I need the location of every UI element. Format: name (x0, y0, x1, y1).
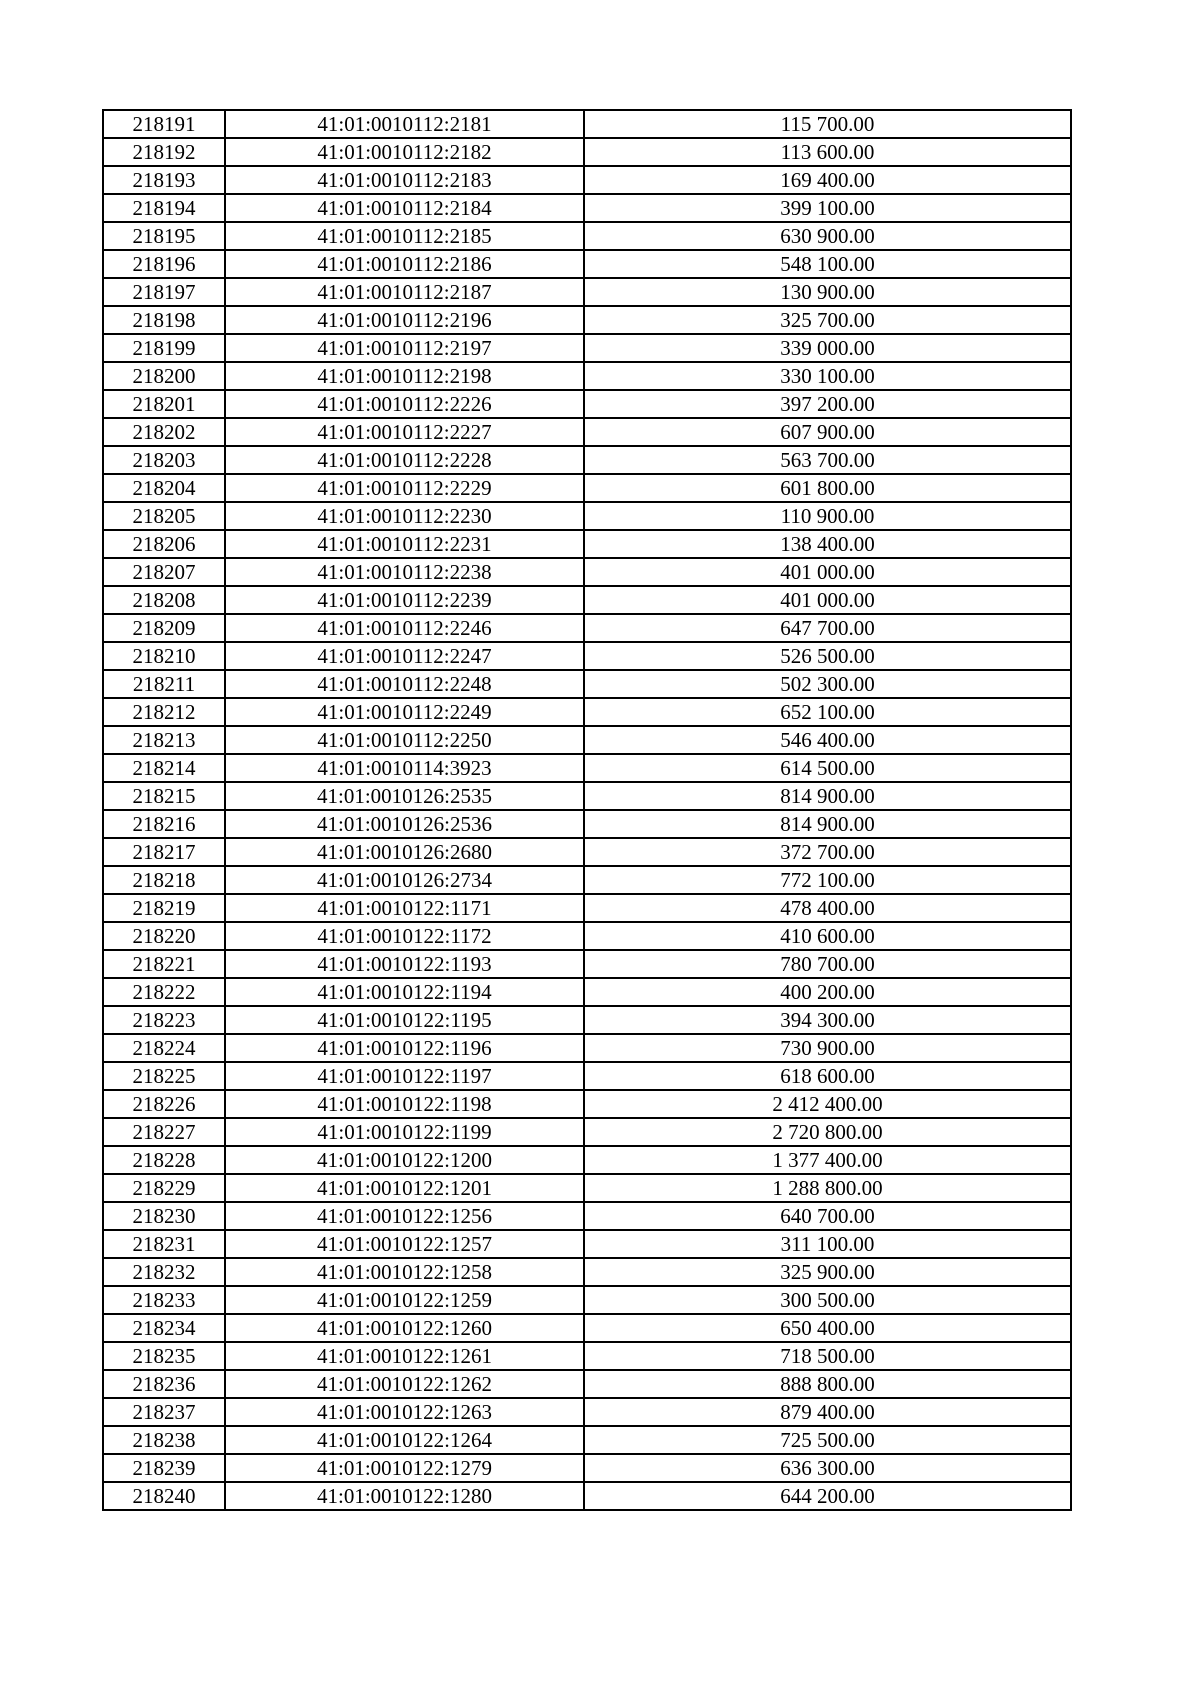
row-number-cell: 218213 (103, 726, 225, 754)
row-number-cell: 218208 (103, 586, 225, 614)
cadastral-number-cell: 41:01:0010122:1201 (225, 1174, 584, 1202)
cadastral-value-cell: 548 100.00 (584, 250, 1071, 278)
table-row (103, 726, 1071, 754)
cadastral-number-cell: 41:01:0010122:1263 (225, 1398, 584, 1426)
table-row (103, 1202, 1071, 1230)
cadastral-number-cell: 41:01:0010126:2535 (225, 782, 584, 810)
cadastral-number-cell: 41:01:0010122:1197 (225, 1062, 584, 1090)
cadastral-number-cell: 41:01:0010122:1279 (225, 1454, 584, 1482)
cadastral-value-cell: 330 100.00 (584, 362, 1071, 390)
row-number-cell: 218214 (103, 754, 225, 782)
table-row (103, 614, 1071, 642)
cadastral-value-cell: 636 300.00 (584, 1454, 1071, 1482)
cadastral-number-cell: 41:01:0010112:2182 (225, 138, 584, 166)
row-number-cell: 218239 (103, 1454, 225, 1482)
cadastral-number-cell: 41:01:0010112:2198 (225, 362, 584, 390)
cadastral-value-cell: 618 600.00 (584, 1062, 1071, 1090)
cadastral-value-cell: 526 500.00 (584, 642, 1071, 670)
table-row (103, 698, 1071, 726)
cadastral-value-cell: 339 000.00 (584, 334, 1071, 362)
row-number-cell: 218194 (103, 194, 225, 222)
table-row (103, 474, 1071, 502)
table-row (103, 810, 1071, 838)
cadastral-value-cell: 780 700.00 (584, 950, 1071, 978)
cadastral-value-cell: 647 700.00 (584, 614, 1071, 642)
cadastral-number-cell: 41:01:0010126:2536 (225, 810, 584, 838)
cadastral-value-cell: 311 100.00 (584, 1230, 1071, 1258)
cadastral-value-cell: 401 000.00 (584, 558, 1071, 586)
cadastral-value-cell: 563 700.00 (584, 446, 1071, 474)
row-number-cell: 218206 (103, 530, 225, 558)
row-number-cell: 218209 (103, 614, 225, 642)
cadastral-number-cell: 41:01:0010112:2249 (225, 698, 584, 726)
cadastral-value-cell: 888 800.00 (584, 1370, 1071, 1398)
cadastral-number-cell: 41:01:0010112:2187 (225, 278, 584, 306)
row-number-cell: 218218 (103, 866, 225, 894)
row-number-cell: 218234 (103, 1314, 225, 1342)
row-number-cell: 218196 (103, 250, 225, 278)
table-row (103, 166, 1071, 194)
table-body (103, 110, 1071, 1510)
table-row (103, 922, 1071, 950)
table-row (103, 362, 1071, 390)
cadastral-number-cell: 41:01:0010112:2247 (225, 642, 584, 670)
row-number-cell: 218193 (103, 166, 225, 194)
row-number-cell: 218207 (103, 558, 225, 586)
cadastral-number-cell: 41:01:0010122:1257 (225, 1230, 584, 1258)
table-row (103, 530, 1071, 558)
table-row (103, 1062, 1071, 1090)
table-row (103, 222, 1071, 250)
cadastral-value-cell: 394 300.00 (584, 1006, 1071, 1034)
row-number-cell: 218204 (103, 474, 225, 502)
row-number-cell: 218216 (103, 810, 225, 838)
table-row (103, 138, 1071, 166)
row-number-cell: 218215 (103, 782, 225, 810)
cadastral-number-cell: 41:01:0010122:1196 (225, 1034, 584, 1062)
table-row (103, 1006, 1071, 1034)
table-row (103, 1034, 1071, 1062)
cadastral-number-cell: 41:01:0010112:2250 (225, 726, 584, 754)
cadastral-number-cell: 41:01:0010122:1280 (225, 1482, 584, 1510)
cadastral-value-cell: 644 200.00 (584, 1482, 1071, 1510)
cadastral-value-cell: 718 500.00 (584, 1342, 1071, 1370)
table-row (103, 642, 1071, 670)
cadastral-number-cell: 41:01:0010122:1261 (225, 1342, 584, 1370)
row-number-cell: 218237 (103, 1398, 225, 1426)
cadastral-number-cell: 41:01:0010112:2181 (225, 110, 584, 138)
row-number-cell: 218232 (103, 1258, 225, 1286)
table-row (103, 866, 1071, 894)
table-row (103, 1286, 1071, 1314)
cadastral-number-cell: 41:01:0010112:2248 (225, 670, 584, 698)
cadastral-number-cell: 41:01:0010122:1171 (225, 894, 584, 922)
cadastral-number-cell: 41:01:0010122:1258 (225, 1258, 584, 1286)
cadastral-value-cell: 814 900.00 (584, 810, 1071, 838)
table-row (103, 278, 1071, 306)
cadastral-number-cell: 41:01:0010112:2227 (225, 418, 584, 446)
cadastral-number-cell: 41:01:0010112:2231 (225, 530, 584, 558)
table-row (103, 754, 1071, 782)
cadastral-value-cell: 640 700.00 (584, 1202, 1071, 1230)
row-number-cell: 218220 (103, 922, 225, 950)
cadastral-number-cell: 41:01:0010122:1200 (225, 1146, 584, 1174)
row-number-cell: 218200 (103, 362, 225, 390)
cadastral-value-cell: 601 800.00 (584, 474, 1071, 502)
table-row (103, 1146, 1071, 1174)
table-row (103, 1090, 1071, 1118)
cadastral-number-cell: 41:01:0010112:2229 (225, 474, 584, 502)
row-number-cell: 218225 (103, 1062, 225, 1090)
cadastral-value-cell: 730 900.00 (584, 1034, 1071, 1062)
row-number-cell: 218199 (103, 334, 225, 362)
cadastral-value-cell: 650 400.00 (584, 1314, 1071, 1342)
table-row (103, 978, 1071, 1006)
cadastral-value-cell: 546 400.00 (584, 726, 1071, 754)
cadastral-value-cell: 1 377 400.00 (584, 1146, 1071, 1174)
row-number-cell: 218230 (103, 1202, 225, 1230)
table-row (103, 334, 1071, 362)
cadastral-number-cell: 41:01:0010112:2230 (225, 502, 584, 530)
row-number-cell: 218229 (103, 1174, 225, 1202)
row-number-cell: 218219 (103, 894, 225, 922)
cadastral-number-cell: 41:01:0010122:1172 (225, 922, 584, 950)
table-row (103, 1398, 1071, 1426)
table-row (103, 1342, 1071, 1370)
cadastral-value-cell: 113 600.00 (584, 138, 1071, 166)
cadastral-value-cell: 2 412 400.00 (584, 1090, 1071, 1118)
cadastral-number-cell: 41:01:0010112:2228 (225, 446, 584, 474)
cadastral-number-cell: 41:01:0010112:2238 (225, 558, 584, 586)
row-number-cell: 218236 (103, 1370, 225, 1398)
cadastral-number-cell: 41:01:0010122:1256 (225, 1202, 584, 1230)
row-number-cell: 218221 (103, 950, 225, 978)
cadastral-value-cell: 115 700.00 (584, 110, 1071, 138)
table-row (103, 838, 1071, 866)
cadastral-value-cell: 138 400.00 (584, 530, 1071, 558)
row-number-cell: 218233 (103, 1286, 225, 1314)
table-row (103, 1230, 1071, 1258)
cadastral-value-cell: 607 900.00 (584, 418, 1071, 446)
cadastral-value-cell: 325 900.00 (584, 1258, 1071, 1286)
table-row (103, 306, 1071, 334)
cadastral-value-cell: 814 900.00 (584, 782, 1071, 810)
table-row (103, 418, 1071, 446)
cadastral-value-cell: 1 288 800.00 (584, 1174, 1071, 1202)
row-number-cell: 218192 (103, 138, 225, 166)
row-number-cell: 218231 (103, 1230, 225, 1258)
cadastral-value-cell: 614 500.00 (584, 754, 1071, 782)
table-row (103, 950, 1071, 978)
cadastral-number-cell: 41:01:0010122:1260 (225, 1314, 584, 1342)
table-row (103, 1258, 1071, 1286)
row-number-cell: 218223 (103, 1006, 225, 1034)
cadastral-value-cell: 725 500.00 (584, 1426, 1071, 1454)
cadastral-value-cell: 169 400.00 (584, 166, 1071, 194)
row-number-cell: 218198 (103, 306, 225, 334)
table-row (103, 446, 1071, 474)
cadastral-number-cell: 41:01:0010126:2734 (225, 866, 584, 894)
cadastral-value-cell: 397 200.00 (584, 390, 1071, 418)
table-row (103, 1118, 1071, 1146)
cadastral-number-cell: 41:01:0010114:3923 (225, 754, 584, 782)
table-row (103, 1454, 1071, 1482)
row-number-cell: 218224 (103, 1034, 225, 1062)
table-row (103, 1426, 1071, 1454)
row-number-cell: 218201 (103, 390, 225, 418)
cadastral-value-cell: 410 600.00 (584, 922, 1071, 950)
row-number-cell: 218235 (103, 1342, 225, 1370)
cadastre-value-table (102, 109, 1072, 1511)
cadastral-value-cell: 110 900.00 (584, 502, 1071, 530)
cadastral-number-cell: 41:01:0010122:1259 (225, 1286, 584, 1314)
cadastral-number-cell: 41:01:0010126:2680 (225, 838, 584, 866)
row-number-cell: 218202 (103, 418, 225, 446)
cadastral-number-cell: 41:01:0010112:2186 (225, 250, 584, 278)
cadastral-value-cell: 478 400.00 (584, 894, 1071, 922)
table-row (103, 1314, 1071, 1342)
cadastral-number-cell: 41:01:0010112:2197 (225, 334, 584, 362)
row-number-cell: 218211 (103, 670, 225, 698)
table-row (103, 782, 1071, 810)
cadastral-number-cell: 41:01:0010122:1262 (225, 1370, 584, 1398)
row-number-cell: 218197 (103, 278, 225, 306)
cadastral-number-cell: 41:01:0010112:2196 (225, 306, 584, 334)
cadastral-number-cell: 41:01:0010112:2246 (225, 614, 584, 642)
row-number-cell: 218228 (103, 1146, 225, 1174)
cadastral-number-cell: 41:01:0010112:2239 (225, 586, 584, 614)
table-row (103, 110, 1071, 138)
row-number-cell: 218227 (103, 1118, 225, 1146)
table-row (103, 390, 1071, 418)
table-row (103, 1370, 1071, 1398)
cadastral-value-cell: 879 400.00 (584, 1398, 1071, 1426)
table-row (103, 586, 1071, 614)
cadastral-value-cell: 325 700.00 (584, 306, 1071, 334)
table-row (103, 894, 1071, 922)
cadastral-value-cell: 400 200.00 (584, 978, 1071, 1006)
cadastral-number-cell: 41:01:0010112:2185 (225, 222, 584, 250)
row-number-cell: 218212 (103, 698, 225, 726)
row-number-cell: 218195 (103, 222, 225, 250)
row-number-cell: 218226 (103, 1090, 225, 1118)
cadastral-number-cell: 41:01:0010122:1199 (225, 1118, 584, 1146)
cadastral-value-cell: 399 100.00 (584, 194, 1071, 222)
cadastral-number-cell: 41:01:0010112:2184 (225, 194, 584, 222)
row-number-cell: 218210 (103, 642, 225, 670)
row-number-cell: 218238 (103, 1426, 225, 1454)
table-row (103, 250, 1071, 278)
row-number-cell: 218217 (103, 838, 225, 866)
cadastral-value-cell: 300 500.00 (584, 1286, 1071, 1314)
cadastral-number-cell: 41:01:0010112:2226 (225, 390, 584, 418)
table-row (103, 194, 1071, 222)
cadastral-value-cell: 372 700.00 (584, 838, 1071, 866)
cadastral-number-cell: 41:01:0010112:2183 (225, 166, 584, 194)
row-number-cell: 218203 (103, 446, 225, 474)
row-number-cell: 218191 (103, 110, 225, 138)
row-number-cell: 218240 (103, 1482, 225, 1510)
cadastral-value-cell: 2 720 800.00 (584, 1118, 1071, 1146)
row-number-cell: 218222 (103, 978, 225, 1006)
cadastral-number-cell: 41:01:0010122:1195 (225, 1006, 584, 1034)
cadastral-number-cell: 41:01:0010122:1193 (225, 950, 584, 978)
cadastral-number-cell: 41:01:0010122:1264 (225, 1426, 584, 1454)
cadastral-value-cell: 772 100.00 (584, 866, 1071, 894)
table-row (103, 502, 1071, 530)
table-row (103, 1482, 1071, 1510)
cadastral-value-cell: 652 100.00 (584, 698, 1071, 726)
table-row (103, 558, 1071, 586)
table-row (103, 1174, 1071, 1202)
cadastral-value-cell: 401 000.00 (584, 586, 1071, 614)
cadastral-value-cell: 502 300.00 (584, 670, 1071, 698)
cadastral-number-cell: 41:01:0010122:1194 (225, 978, 584, 1006)
cadastral-value-cell: 630 900.00 (584, 222, 1071, 250)
cadastral-number-cell: 41:01:0010122:1198 (225, 1090, 584, 1118)
table-row (103, 670, 1071, 698)
cadastral-value-cell: 130 900.00 (584, 278, 1071, 306)
row-number-cell: 218205 (103, 502, 225, 530)
